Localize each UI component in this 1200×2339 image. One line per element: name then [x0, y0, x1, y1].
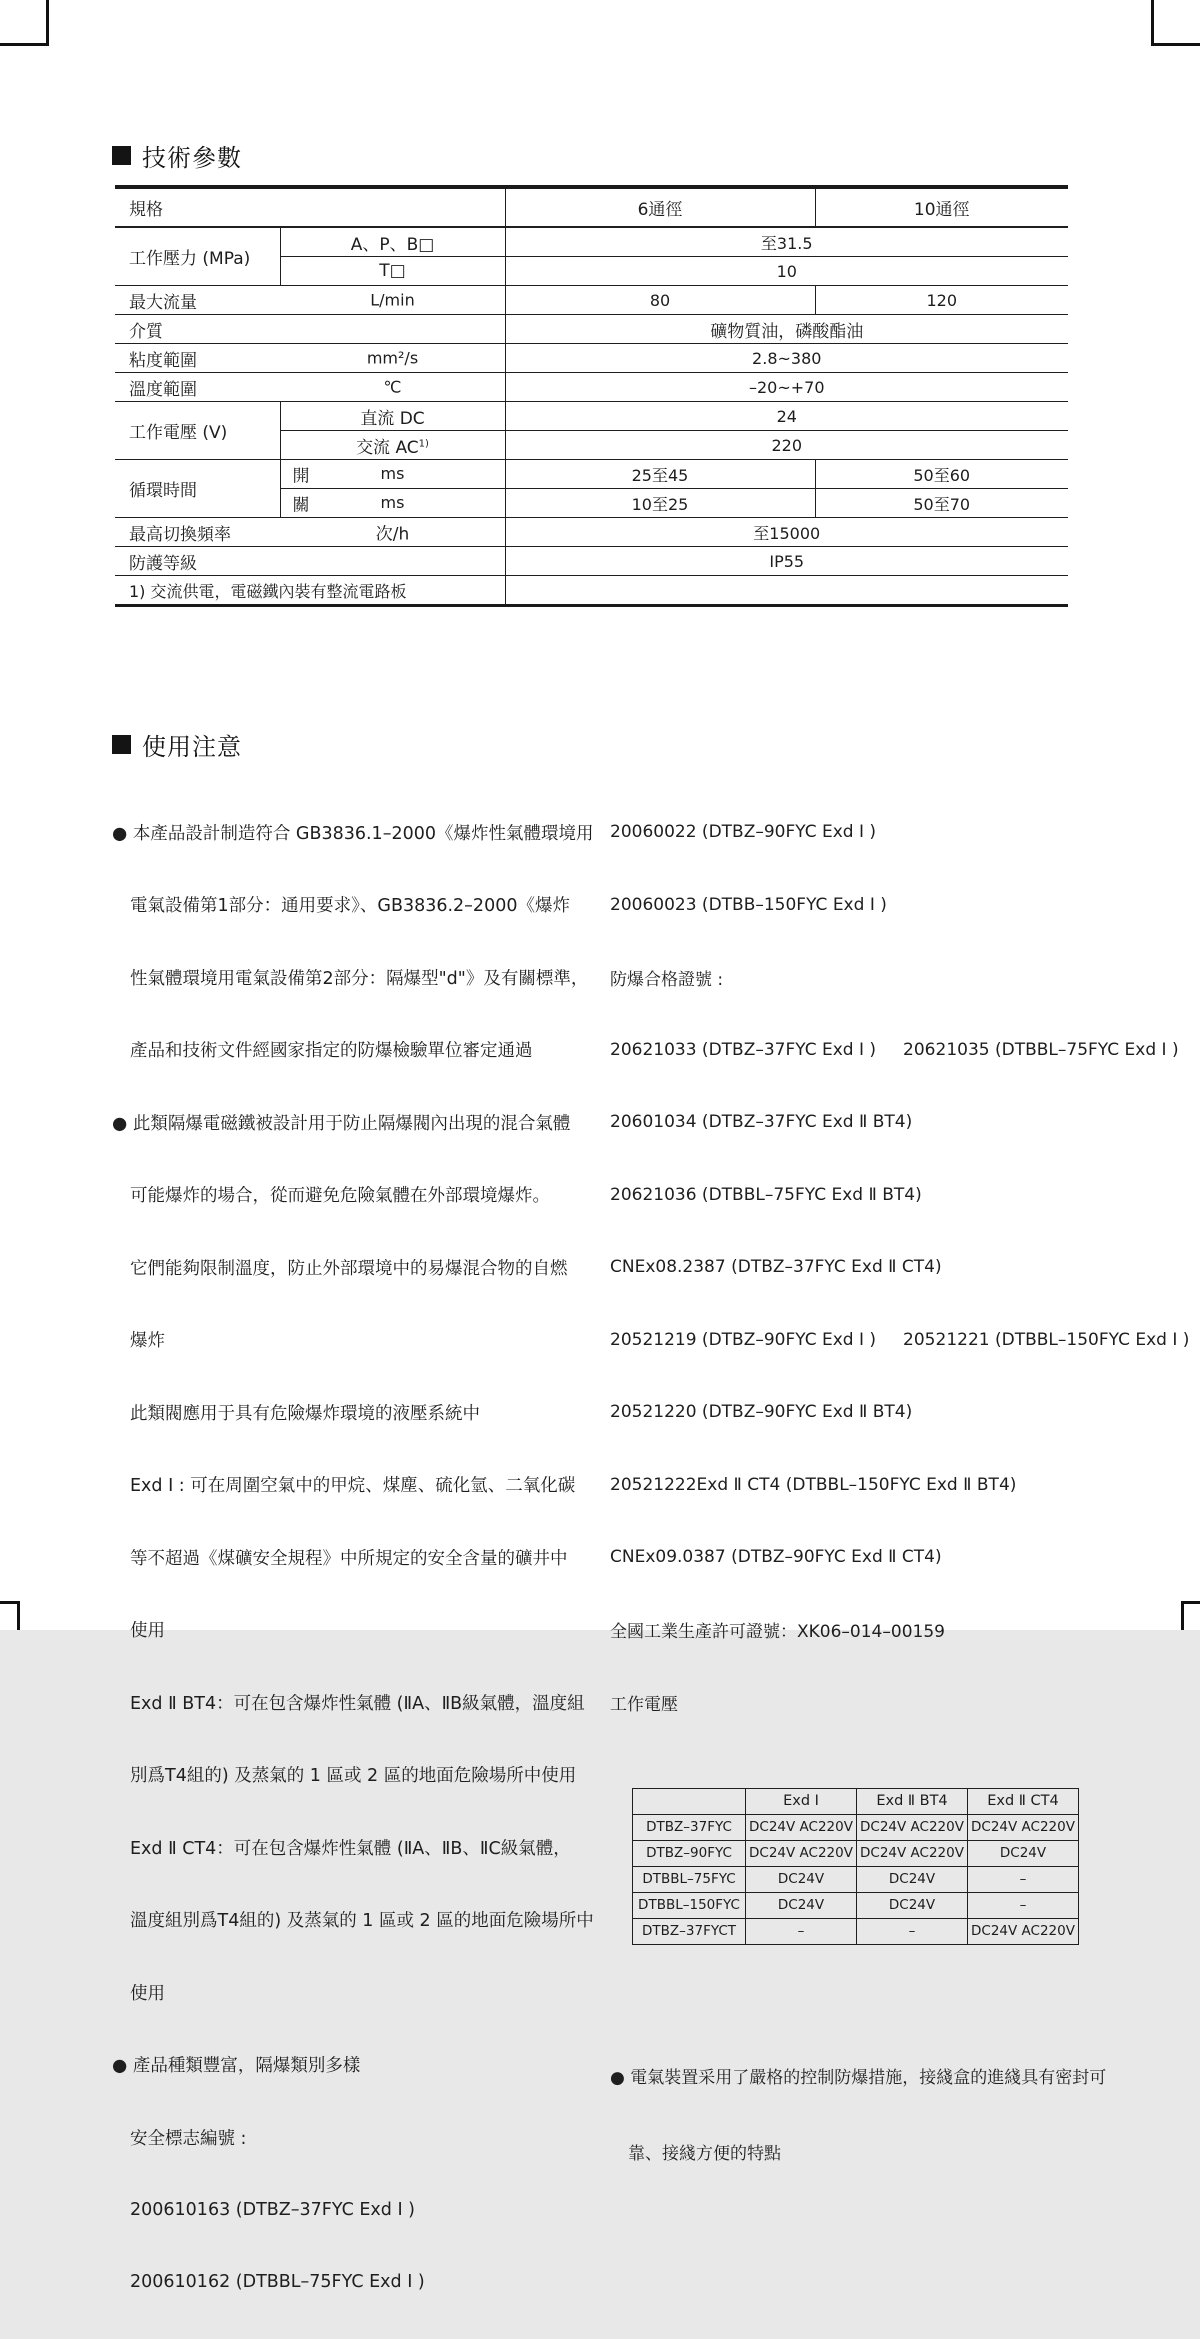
voltage-footnote-ref: 1)	[418, 437, 429, 449]
cycle-close-v10: 50至70	[815, 489, 1068, 518]
section-title-usage-notes	[112, 727, 242, 762]
pressure-sub2: T□	[280, 257, 505, 286]
volt-header-exd2ct4: Exd Ⅱ CT4	[968, 1788, 1079, 1814]
note-line: 使用	[130, 1621, 165, 1642]
note-line: 200610163 (DTBZ–37FYC Exd Ⅰ )	[130, 2199, 415, 2220]
note-line: 20621036 (DTBBL–75FYC Exd Ⅱ BT4)	[610, 1184, 922, 1205]
spec-row-cycle-open	[115, 460, 1068, 489]
spec-row-footnote	[115, 576, 1068, 606]
volt-cell: DC24V	[968, 1840, 1079, 1866]
spec-row-pressure-1	[115, 227, 1068, 257]
volt-cell: DC24V AC220V	[968, 1918, 1079, 1944]
note-line: 可能爆炸的場合，從而避免危險氣體在外部環境爆炸。	[130, 1186, 550, 1207]
voltage-table-header-row	[633, 1788, 1079, 1814]
pressure-label: 工作壓力 (MPa)	[115, 227, 280, 286]
note-line: 20521220 (DTBZ–90FYC Exd Ⅱ BT4)	[610, 1402, 913, 1423]
cycle-open-key: 開	[292, 466, 310, 487]
volt-header-exd1: Exd Ⅰ	[746, 1788, 857, 1814]
volt-header-empty	[633, 1788, 746, 1814]
frequency-unit: 次/h	[375, 524, 410, 545]
voltage-val-dc: 24	[505, 402, 1068, 431]
trim-mark-top-left-icon	[0, 0, 49, 46]
note-line: 電氣設備第1部分：通用要求》、GB3836.2–2000《爆炸	[130, 896, 570, 917]
volt-cell: –	[968, 1866, 1079, 1892]
volt-cell: DC24V AC220V	[857, 1814, 968, 1840]
section-square-icon	[112, 146, 131, 165]
note-line: CNEx08.2387 (DTBZ–37FYC Exd Ⅱ CT4)	[610, 1257, 942, 1278]
trim-mark-top-right-icon	[1151, 0, 1200, 46]
cycle-close-cell	[280, 489, 505, 518]
spec-row-flow	[115, 286, 1068, 315]
flow-unit: L/min	[370, 290, 415, 310]
note-line: 性氣體環境用電氣設備第2部分：隔爆型"d"》及有關標準，	[130, 968, 589, 989]
spec-row-frequency	[115, 518, 1068, 547]
volt-cell: –	[857, 1918, 968, 1944]
note-line: 使用	[130, 1983, 165, 2004]
note-line: 別爲T4組的) 及蒸氣的 1 區或 2 區的地面危險場所中使用	[130, 1766, 577, 1787]
note-line: Exd Ⅰ : 可在周圍空氣中的甲烷、煤塵、硫化氫、二氧化碳	[130, 1476, 576, 1497]
spec-row-voltage-dc	[115, 402, 1068, 431]
spec-row-temperature	[115, 373, 1068, 402]
spec-header-10: 10通徑	[815, 187, 1068, 227]
cycle-open-v10: 50至60	[815, 460, 1068, 489]
note-line: 它們能夠限制溫度，防止外部環境中的易爆混合物的自燃	[130, 1258, 568, 1279]
flow-label-cell	[115, 286, 505, 315]
voltage-table-row	[633, 1892, 1079, 1918]
volt-header-exd2bt4: Exd Ⅱ BT4	[857, 1788, 968, 1814]
pressure-val2: 10	[505, 257, 1068, 286]
cycle-close-v6: 10至25	[505, 489, 815, 518]
note-line: 20060023 (DTBB–150FYC Exd Ⅰ )	[610, 894, 887, 915]
note-line: 爆炸	[130, 1331, 165, 1352]
volt-cell: DC24V AC220V	[968, 1814, 1079, 1840]
voltage-table-row	[633, 1918, 1079, 1944]
frequency-label-cell	[115, 518, 505, 547]
notes-right-below	[610, 2018, 1198, 2210]
frequency-label: 最高切換頻率	[129, 524, 231, 545]
medium-value: 礦物質油，磷酸酯油	[505, 315, 1068, 344]
spec-row-viscosity	[115, 344, 1068, 373]
trim-mark-bottom-left-icon	[0, 1601, 20, 1630]
spec-row-medium	[115, 315, 1068, 344]
volt-cell: DC24V AC220V	[746, 1840, 857, 1866]
note-line: ● 本產品設計制造符合 GB3836.1–2000《爆炸性氣體環境用	[112, 823, 594, 844]
volt-model: DTBZ–90FYC	[633, 1840, 746, 1866]
temperature-value: –20~+70	[505, 373, 1068, 402]
volt-model: DTBBL–75FYC	[633, 1866, 746, 1892]
cycle-label: 循環時間	[115, 460, 280, 518]
volt-cell: DC24V	[857, 1866, 968, 1892]
section-title-tech-params	[112, 138, 242, 173]
spec-row-header	[115, 187, 1068, 227]
notes-left-column	[112, 776, 594, 2339]
flow-v10: 120	[815, 286, 1068, 315]
cycle-open-cell	[280, 460, 505, 489]
volt-cell: DC24V	[857, 1892, 968, 1918]
spec-table-wrap	[115, 185, 1068, 607]
flow-v6: 80	[505, 286, 815, 315]
volt-cell: DC24V	[746, 1866, 857, 1892]
note-line: 等不超過《煤礦安全規程》中所規定的安全含量的礦井中	[130, 1548, 568, 1569]
spec-row-protection	[115, 547, 1068, 576]
spec-header-6: 6通徑	[505, 187, 815, 227]
note-line: Exd Ⅱ BT4：可在包含爆炸性氣體 (ⅡA、ⅡB級氣體，溫度組	[130, 1693, 585, 1714]
note-line: 20621033 (DTBZ–37FYC Exd Ⅰ ) 20621035 (DTBBL–75FYC Exd Ⅰ )	[610, 1039, 1179, 1060]
note-line: 此類閥應用于具有危險爆炸環境的液壓系統中	[130, 1403, 480, 1424]
section-title-text: 使用注意	[142, 733, 242, 761]
spec-header-label: 規格	[115, 187, 505, 227]
temperature-label: 溫度範圍	[129, 379, 197, 400]
pressure-val1: 至31.5	[505, 227, 1068, 257]
spec-table	[115, 185, 1068, 607]
volt-cell: DC24V	[746, 1892, 857, 1918]
voltage-sub-ac-cell	[280, 431, 505, 460]
note-line: 溫度組別爲T4組的) 及蒸氣的 1 區或 2 區的地面危險場所中	[130, 1911, 594, 1932]
spec-footnote: 1) 交流供電，電磁鐵內裝有整流電路板	[115, 576, 505, 606]
voltage-sub-ac: 交流 AC	[356, 437, 419, 458]
note-line: 靠、接綫方便的特點	[628, 2144, 781, 2164]
protection-value: IP55	[505, 547, 1068, 576]
spec-footnote-empty	[505, 576, 1068, 606]
note-line: 工作電壓	[610, 1694, 678, 1715]
note-line: 20601034 (DTBZ–37FYC Exd Ⅱ BT4)	[610, 1112, 913, 1133]
volt-cell: –	[968, 1892, 1079, 1918]
note-line: 20521219 (DTBZ–90FYC Exd Ⅰ ) 20521221 (DTBBL–150FYC Exd Ⅰ )	[610, 1329, 1190, 1350]
note-line: 200610162 (DTBBL–75FYC Exd Ⅰ )	[130, 2272, 425, 2293]
note-line: 全國工業生產許可證號：XK06–014–00159	[610, 1622, 945, 1643]
volt-cell: DC24V AC220V	[857, 1840, 968, 1866]
temperature-unit: ℃	[383, 377, 402, 397]
voltage-label: 工作電壓 (V)	[115, 402, 280, 460]
cycle-open-v6: 25至45	[505, 460, 815, 489]
volt-cell: –	[746, 1918, 857, 1944]
voltage-sub-dc: 直流 DC	[280, 402, 505, 431]
viscosity-label-cell	[115, 344, 505, 373]
cycle-open-unit: ms	[380, 464, 405, 483]
volt-cell: DC24V AC220V	[746, 1814, 857, 1840]
notes-right-column	[610, 776, 1198, 2250]
voltage-val-ac: 220	[505, 431, 1068, 460]
viscosity-label: 粘度範圍	[129, 350, 197, 371]
frequency-value: 至15000	[505, 518, 1068, 547]
note-line: CNEx09.0387 (DTBZ–90FYC Exd Ⅱ CT4)	[610, 1547, 942, 1568]
voltage-table-row	[633, 1840, 1079, 1866]
note-line: ● 電氣裝置采用了嚴格的控制防爆措施，接綫盒的進綫具有密封可	[610, 2068, 1107, 2088]
medium-label: 介質	[115, 315, 505, 344]
note-line: Exd Ⅱ CT4：可在包含爆炸性氣體 (ⅡA、ⅡB、ⅡC級氣體，	[130, 1838, 571, 1859]
note-line: 產品和技術文件經國家指定的防爆檢驗單位審定通過	[130, 1041, 533, 1062]
note-line: 安全標志編號 :	[130, 2128, 247, 2149]
flow-label: 最大流量	[129, 292, 197, 313]
voltage-table-row	[633, 1814, 1079, 1840]
note-line: ● 產品種類豐富，隔爆類別多樣	[112, 2056, 361, 2077]
section-title-text: 技術參數	[142, 144, 242, 172]
temperature-label-cell	[115, 373, 505, 402]
note-line: 20060022 (DTBZ–90FYC Exd Ⅰ )	[610, 822, 877, 843]
viscosity-unit: mm²/s	[366, 348, 419, 368]
note-line: 防爆合格證號 :	[610, 969, 724, 990]
cycle-close-key: 關	[292, 495, 310, 516]
volt-model: DTBBL–150FYC	[633, 1892, 746, 1918]
note-line: 20521222Exd Ⅱ CT4 (DTBBL–150FYC Exd Ⅱ BT4)	[610, 1474, 1017, 1495]
volt-model: DTBZ–37FYC	[633, 1814, 746, 1840]
note-line: ● 此類隔爆電磁鐵被設計用于防止隔爆閥內出現的混合氣體	[112, 1113, 571, 1134]
voltage-table-row	[633, 1866, 1079, 1892]
volt-model: DTBZ–37FYCT	[633, 1918, 746, 1944]
viscosity-value: 2.8~380	[505, 344, 1068, 373]
pressure-sub1: A、P、B□	[280, 227, 505, 257]
section-square-icon	[112, 735, 131, 754]
protection-label: 防護等級	[115, 547, 505, 576]
working-voltage-table	[632, 1788, 1079, 1945]
cycle-close-unit: ms	[380, 493, 405, 512]
